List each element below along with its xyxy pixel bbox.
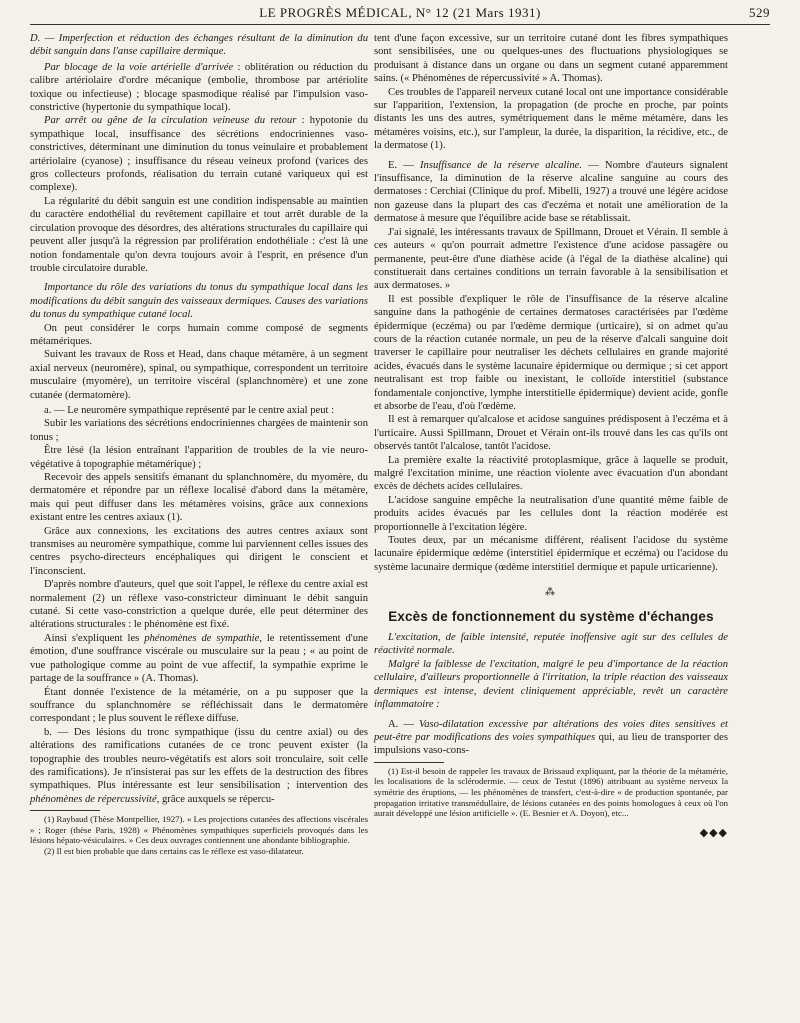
paragraph-continuation: tent d'une façon excessive, sur un territoire cutané dont les fibres sympathiques sont sensibilisées, une ou quelques-unes des fluctuations physiologiques se produisant à distance dans un organe ou dans un segment cutané apparemment sains. (« Phénomènes de répercussivité » A. Thomas). [374,33,728,85]
paragraph-acidose: L'acidose sanguine empêche la neutralisation d'une quantité même faible de produits acides évacués par les cellules dont la réaction modérée est proportionnelle à l'excitation légère. [374,494,728,533]
paragraph-travaux: Suivant les travaux de Ross et Head, dans chaque métamère, à un segment axial nerveux (neuromère), spinal, ou sympathique, correspondent un territoire musculaire (myomère), un territoire viscéral (splanchnomère) et une zone cutanée (dermatomère). [30,349,368,401]
paragraph-considerer: On peut considérer le corps humain comme composé de segments métamériques. [30,322,368,347]
paragraph-ainsi: Ainsi s'expliquent les phénomènes de sympathie, le retentissement d'une émotion, d'une souffrance viscérale ou musculaire sur la peau ; « au point de vue pathologique comme au point de vue affectif, la sympathie exprime le partage de la souffrance » (A. Thomas). [30,632,368,685]
paragraph-premiere: La première exalte la réactivité protoplasmique, grâce à laquelle se produit, malgré l'excitation minime, une réaction violente avec évacuation d'un abondant excès de déchets acides cellulaires. [374,454,728,493]
paragraph-excitation: L'excitation, de faible intensité, reputée inoffensive agit sur des cellules de réactivité normale. [374,632,728,657]
page-number: 529 [749,5,770,20]
paragraph-a-vasodilatation: A. — Vaso-dilatation excessive par altérations des voies dites sensitives et peut-être par modifications des voies sympathiques qui, au lieu de transporter des impulsions vaso-cons- [374,718,728,757]
paragraph-etre: Être lésé (la lésion entraînant l'apparition de troubles de la vie neuro-végétative à topographie métamérique) ; [30,445,368,470]
paragraph-regularite: La régularité du débit sanguin est une condition indispensable au maintien du caractère endothélial du revêtement capillaire et tout arrêt durable de la circulation provoque des désordres, des altérations structurales du capillaire qui peuvent aller jusqu'à la régression par prolifération endothéliale : c'est là une notion fondamentale qu'on devra toujours avoir à l'esprit, en présence d'un trouble circulatoire durable. [30,195,368,274]
section-e-paragraph: E. — Insuffisance de la réserve alcaline. — Nombre d'auteurs signalent l'insuffisance, la diminution de la réserve alcaline sanguine au cours des dermatoses : Cerchiai (Clinique du prof. Mibelli, 1927) a trouvé une légère acidose non gazeuse dans la plupart des cas d'eczéma et notait une amélioration de la dermatose à mesure que l'équilibre acide base se rétablissait. [374,159,728,225]
end-ornament: ◆◆◆ [699,826,728,839]
paragraph-a: a. — Le neuromère sympathique représenté par le centre axial peut : [44,404,335,416]
section-heading: Excès de fonctionnement du système d'échanges [388,608,714,624]
paragraph-arret: Par arrêt ou gêne de la circulation veineuse du retour : hypotonie du sympathique local, insuffisance des sécrétions endocriniennes vaso-constrictives, déterminant une diminution du tonus veinulaire et probablement artériolaire (cyanose) ; insuffisance du réseau veineux profond (varices des gros collecteurs profonds, réalisation du terrain cutané variqueux qui est complexe). [30,115,368,194]
section-d-heading: D. — Imperfection et réduction des échanges résultant de la diminution du débit sanguin dans l'anse capillaire dermique. [30,33,368,58]
paragraph-toutes: Toutes deux, par un mécanisme différent, réalisent l'acidose du système lacunaire épidermique œdème (interstitiel épidermique et eczéma) ou l'acidose du système lacunaire dermique (œdème interstitiel dermique et papule urticarienne). [374,535,728,573]
paragraph-grace: Grâce aux connexions, les excitations des autres centres axiaux sont transmises au neuromère sympathique, comme lui parviennent celles issues des centres psycho-directeurs encéphaliques qui dirigent le conscient et l'inconscient. [30,525,368,577]
paragraph-dapres: D'après nombre d'auteurs, quel que soit l'appel, le réflexe du centre axial est normalement (2) un réflexe vaso-constricteur diminuant le débit sanguin cutané. Si cette vaso-constriction a quelque durée, elle peut déterminer des altérations structurales : le phénomène est fixé. [30,579,368,631]
left-column [30,32,368,857]
paragraph-ces-troubles: Ces troubles de l'appareil nerveux cutané local ont une importance considérable sur l'apparition, l'extension, la propagation (de proche en proche, par points distants les uns des autres, symétriquement dans le même métamère, dans les métamères voisins, etc.), sur l'ampleur, la durée, la disparition, la récidive, etc., de la dermatose (1). [374,86,728,152]
paragraph-il-est-possible: Il est possible d'expliquer le rôle de l'insuffisance de la réserve alcaline sanguine dans la pathogénie de certaines dermatoses caractérisées par l'œdème épidermique (eczéma) ou par l'œdème dermique (urticaire), si on admet qu'au cours de la réaction cutanée normale, un peu de la réserve d'alcali sanguine doit traverser le capillaire pour neutraliser les déchets cellulaires en grande majorité acides, évacués dans le système lacunaire épidermique ou dermique ; si cet apport neutralisant est trop faible ou inexistant, le colloïde interstitiel (substance fondamentale conjonctive, lymphe interstitielle épidermique) devient acide, gonfle et absorbe de l'eau, d'où l'œdème. [374,293,728,412]
footnote-divider [30,810,100,811]
footnote-1: (1) Raybaud (Thèse Montpellier, 1927). « Les projections cutanées des affections viscérales » ; Roger (thèse Paris, 1928) « Phénomènes sympathiques superficiels provoqués dans les lésions hépato-vésiculaires. » Ces deux ouvrages contiennent une abondante bibliographie. [30,814,368,846]
paragraph-jai-signale: J'ai signalé, les intéressants travaux de Spillmann, Drouet et Vérain. Il semble à ces auteurs « qu'on pourrait admettre l'existence d'une acidose passagère ou permanente, peut-être d'une diathèse acide (à l'égal de la diathèse alcaline) qui constituerait dans certaines conditions un terrain favorable à la sensibilisation et aux dermatoses. » [374,226,728,292]
paragraph-recevoir: Recevoir des appels sensitifs émanant du splanchnomère, du myomère, du dermatomère et répondre par un réflexe localisé d'abord dans la métamère, mais qui peut diffuser dans les métamères voisins, grâce aux connexions existant entre les centres axiaux (1). [30,472,368,524]
footnote-right-1: (1) Est-il besoin de rappeler les travaux de Brissaud expliquant, par la théorie de la métamérie, les localisations de la sclérodermie. — ceux de Testut (1896) attribuant au système nerveux la symétrie des éruptions, — les phénomènes de transfert, c'est-à-dire « de production spontanée, par propagation irritative transmédullaire, de lésions cutanées en des points homologues à ceux où l'on aurait développé une lésion artificielle ». (E. Besnier et A. Doyon), etc... [374,765,728,819]
footnote-2: (2) Il est bien probable que dans certains cas le réflexe est vaso-dilatateur. [44,845,304,856]
paragraph-remarquer: Il est à remarquer qu'alcalose et acidose sanguines prédisposent à l'eczéma et à l'urticaire. Aussi Spillmann, Drouet et Vérain ont-ils trouvé dans les cas qu'ils ont observés tantôt l'alcalose, tantôt l'acidose. [374,414,728,453]
running-header [30,4,770,25]
footnote-divider [374,762,444,763]
paragraph-b: b. — Des lésions du tronc sympathique (issu du centre axial) ou des altérations des ramifications cutanées de ce tronc peuvent exister (la topographie des troubles neuro-végétatifs est alors soit tronculaire, soit celle des ramifications). Je n'insisterai pas sur les effets de la destruction des fibres sympathiques. Plus intéressante est leur sensibilisation ; intervention des phénomènes de répercussivité, grâce auxquels se répercu- [30,726,368,805]
importance-heading: Importance du rôle des variations du tonus du sympathique local dans les modifications du débit sanguin des vaisseaux dermiques. Causes des variations du tonus du sympathique cutané local. [30,282,368,321]
paragraph-blocage: Par blocage de la voie artérielle d'arrivée : oblitération ou réduction du calibre artériolaire d'ordre mécanique (embolie, thrombose par artériolite toxique ou infectieuse) ; blocage spasmodique réalisé par l'impulsion vaso-constrictive (hypertonie du sympathique local). [30,61,368,114]
paragraph-malgre: Malgré la faiblesse de l'excitation, malgré le peu d'importance de la réaction cellulaire, d'ailleurs proportionnelle à l'irritation, la triple réaction des vaisseaux dermiques est intense, devient cliniquement appréciable, revêt un caractère inflammatoire : [374,658,728,711]
paragraph-subir: Subir les variations des sécrétions endocriniennes chargées de maintenir son tonus ; [30,418,368,443]
asterism-separator: ⁂ [545,587,557,599]
paragraph-etant: Étant donnée l'existence de la métamérie, on a pu supposer que la souffrance du splanchnomère se réfléchissait dans le dermatomère correspondant ; le plus souvent le réflexe diffuse. [30,686,368,725]
right-column [374,32,728,840]
journal-title: LE PROGRÈS MÉDICAL, N° 12 (21 Mars 1931) [259,5,541,20]
